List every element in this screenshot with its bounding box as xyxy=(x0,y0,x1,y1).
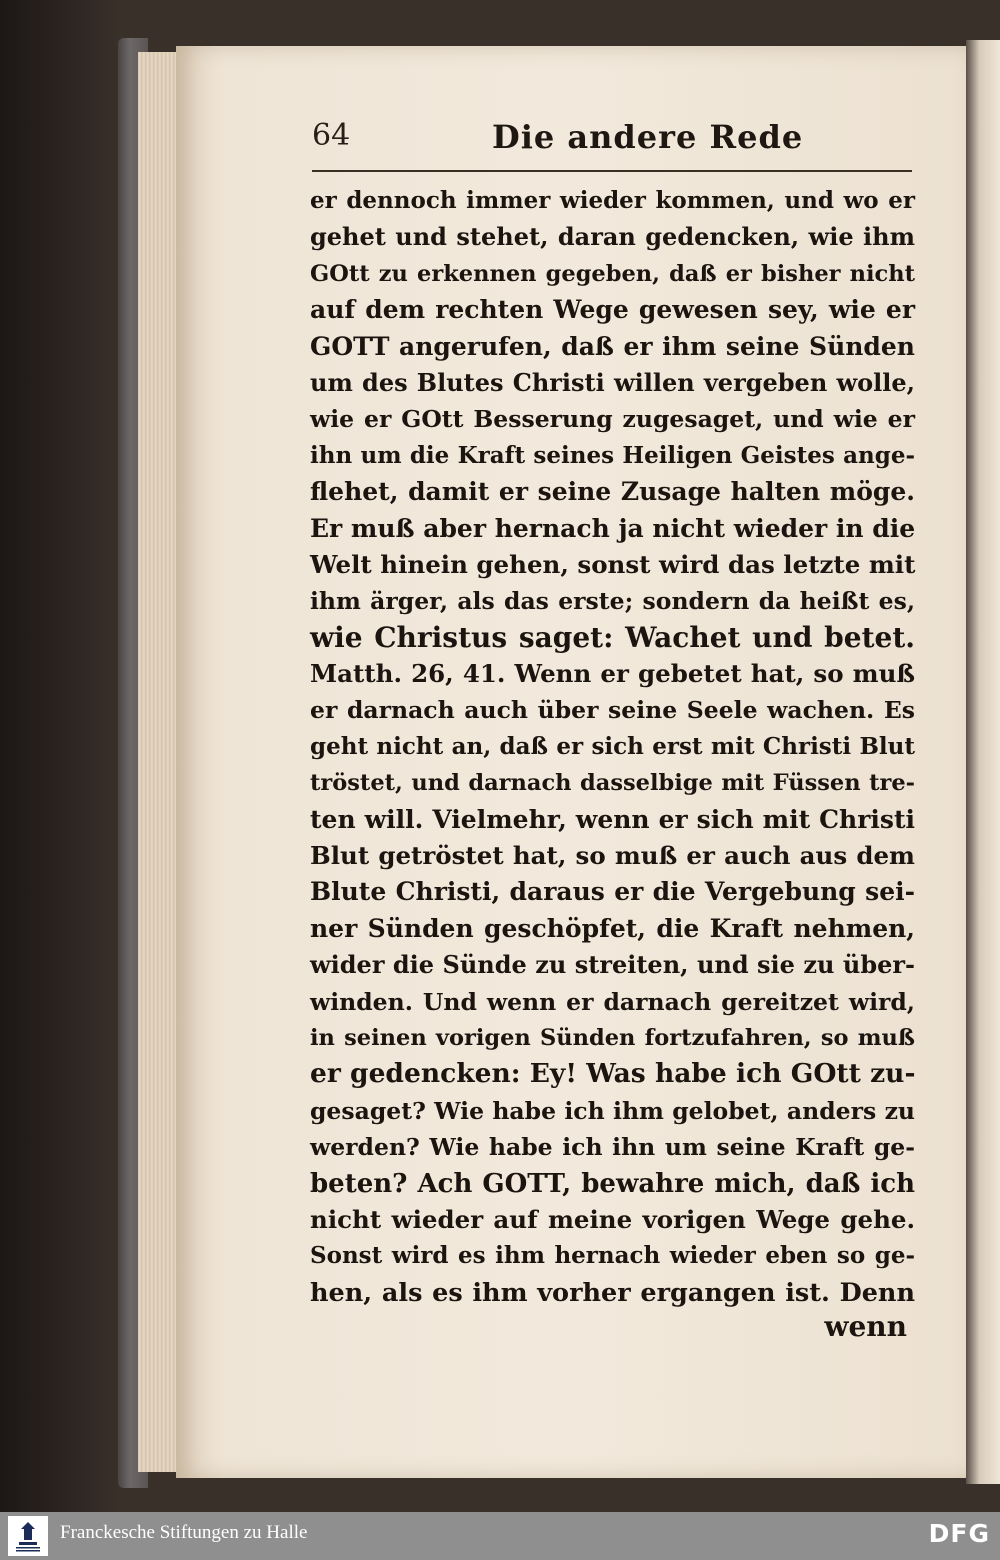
text-line: Matth. 26, 41. Wenn er gebetet hat, so muß xyxy=(310,659,915,689)
text-line: auf dem rechten Wege gewesen sey, wie er xyxy=(310,295,915,325)
page-number: 64 xyxy=(312,118,351,153)
text-line: Blute Christi, daraus er die Vergebung sei- xyxy=(310,877,915,907)
book-gutter xyxy=(966,40,1000,1484)
body-text xyxy=(310,183,915,1311)
text-line: flehet, damit er seine Zusage halten möge. xyxy=(310,477,915,507)
page-header xyxy=(312,118,912,168)
text-line: er dennoch immer wieder kommen, und wo er xyxy=(310,187,915,214)
dfg-logo[interactable]: DFG xyxy=(928,1519,990,1548)
text-line: ten will. Vielmehr, wenn er sich mit Christi xyxy=(310,804,915,834)
catchword: wenn xyxy=(824,1310,907,1343)
text-line: Blut getröstet hat, so muß er auch aus dem xyxy=(310,841,915,871)
text-line: tröstet, und darnach dasselbige mit Füssen tre- xyxy=(310,770,915,797)
viewer-footer xyxy=(0,1512,1000,1560)
text-line: wie Christus saget: Wachet und betet. xyxy=(310,620,915,654)
text-line: er darnach auch über seine Seele wachen. Es xyxy=(310,696,915,725)
text-line: GOTT angerufen, daß er ihm seine Sünden xyxy=(310,331,915,361)
text-line: wider die Sünde zu streiten, und sie zu über- xyxy=(310,950,915,980)
text-line: um des Blutes Christi willen vergeben wolle, xyxy=(310,367,915,397)
text-line: Er muß aber hernach ja nicht wieder in die xyxy=(310,513,916,543)
text-line: ihn um die Kraft seines Heiligen Geistes ange- xyxy=(310,441,915,469)
text-line: gehet und stehet, daran gedencken, wie ihm xyxy=(310,222,915,252)
institution-name[interactable]: Franckesche Stiftungen zu Halle xyxy=(60,1522,308,1543)
text-line: geht nicht an, daß er sich erst mit Christi Blut xyxy=(310,732,915,760)
text-line: hen, als es ihm vorher ergangen ist. Denn xyxy=(310,1277,915,1308)
franckesche-stiftungen-logo-icon[interactable] xyxy=(8,1516,48,1556)
text-line: Welt hinein gehen, sonst wird das letzte mit xyxy=(310,549,916,579)
running-head: Die andere Rede xyxy=(492,118,804,156)
text-line: nicht wieder auf meine vorigen Wege gehe. xyxy=(310,1204,915,1234)
text-line: ihm ärger, als das erste; sondern da heißt es, xyxy=(310,587,915,616)
text-line: winden. Und wenn er darnach gereitzet wird, xyxy=(310,987,915,1016)
text-line: ner Sünden geschöpfet, die Kraft nehmen, xyxy=(310,913,915,943)
text-line: er gedencken: Ey! Was habe ich GOtt zu- xyxy=(310,1058,916,1090)
text-line: GOtt zu erkennen gegeben, daß er bisher nicht xyxy=(310,260,915,287)
text-line: beten? Ach GOTT, bewahre mich, daß ich xyxy=(310,1168,915,1199)
text-line: gesaget? Wie habe ich ihm gelobet, anders zu xyxy=(310,1096,915,1125)
text-line: in seinen vorigen Sünden fortzufahren, so muß xyxy=(310,1024,915,1051)
text-line: Sonst wird es ihm hernach wieder eben so ge- xyxy=(310,1242,915,1270)
text-line: werden? Wie habe ich ihn um seine Kraft ge- xyxy=(310,1133,915,1162)
text-line: wie er GOtt Besserung zugesaget, und wie er xyxy=(310,405,915,434)
header-rule xyxy=(312,170,912,172)
